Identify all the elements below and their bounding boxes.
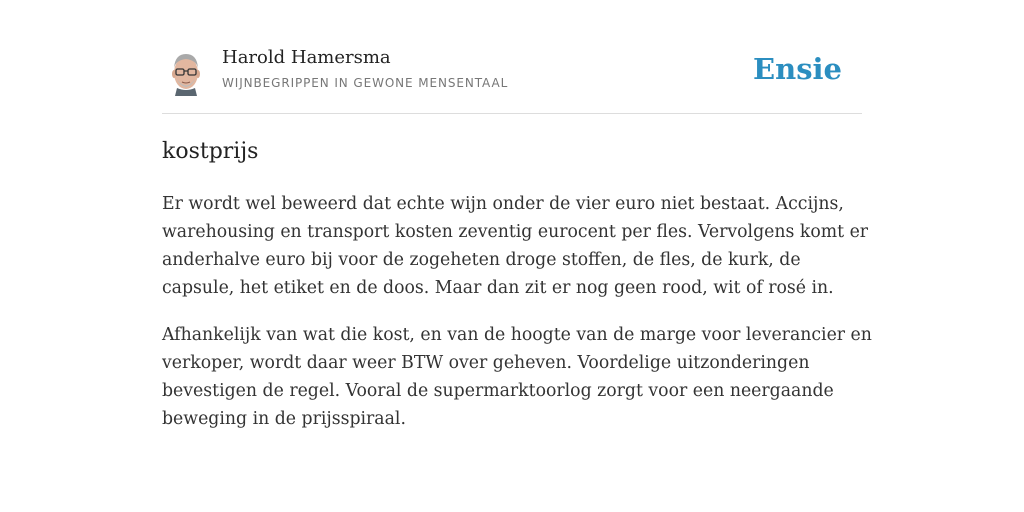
entry-body xyxy=(162,190,872,452)
author-tagline: WIJNBEGRIPPEN IN GEWONE MENSENTAAL xyxy=(222,76,509,90)
author-name[interactable]: Harold Hamersma xyxy=(222,47,391,68)
header xyxy=(162,40,862,114)
entry-title: kostprijs xyxy=(162,139,259,164)
author-portrait-icon xyxy=(165,46,207,96)
entry-paragraph: Er wordt wel beweerd dat echte wijn onder de vier euro niet bestaat. Accijns, warehousing en transport kosten zeventig eurocent per fles. Vervolgens komt er anderhalve euro bij voor de zogeheten droge stoffen, de fles, de kurk, de capsule, het etiket en de doos. Maar dan zit er nog geen rood, wit of rosé in. xyxy=(162,194,869,298)
entry-paragraph: Afhankelijk van wat die kost, en van de hoogte van de marge voor leverancier en verkoper, wordt daar weer BTW over geheven. Voordelige uitzonderingen bevestigen de regel. Vooral de supermarktoorlog zorgt voor een neergaande beweging in de prijsspiraal. xyxy=(162,325,872,429)
author-avatar[interactable] xyxy=(165,46,207,96)
ensie-logo[interactable]: Ensie xyxy=(753,52,842,86)
